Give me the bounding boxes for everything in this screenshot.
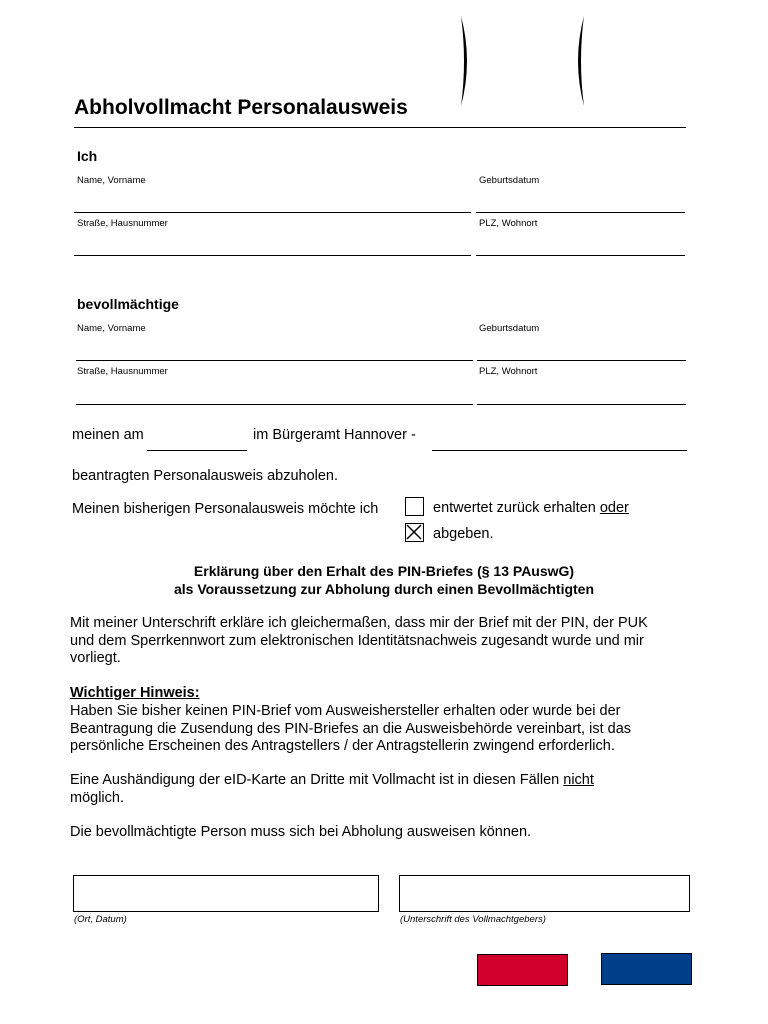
bevoll-street-label: Straße, Hausnummer [77, 366, 168, 377]
bevoll-city-label: PLZ, Wohnort [479, 366, 538, 377]
ich-city-label: PLZ, Wohnort [479, 218, 538, 229]
option-return-suffix: oder [599, 500, 629, 516]
ich-name-label: Name, Vorname [77, 175, 146, 186]
handover-emph: nicht [563, 772, 594, 788]
checkbox-return[interactable] [405, 497, 424, 516]
option-return-text: entwertet zurück erhalten [433, 500, 596, 516]
ich-street-label: Straße, Hausnummer [77, 218, 168, 229]
bevoll-name-label: Name, Vorname [77, 323, 146, 334]
bevoll-birth-label: Geburtsdatum [479, 323, 540, 334]
option-surrender-label: abgeben. [433, 526, 494, 542]
date-field[interactable] [147, 450, 247, 451]
handover-paragraph [70, 772, 700, 807]
option-return-label [433, 500, 629, 516]
check-x-icon [406, 524, 422, 540]
ich-birth-field[interactable] [476, 212, 685, 213]
signature-box[interactable] [399, 875, 690, 912]
sentence-part1: meinen am [72, 427, 144, 443]
identify-paragraph: Die bevollmächtigte Person muss sich bei Abholung ausweisen können. [70, 824, 532, 840]
logo-arc-right [570, 14, 590, 108]
declaration-heading-1: Erklärung über den Erhalt des PIN-Briefes (§ 13 PAuswG) [193, 563, 575, 579]
handover-after: möglich. [70, 789, 124, 806]
ich-birth-label: Geburtsdatum [479, 175, 540, 186]
checkbox-surrender[interactable] [405, 523, 424, 542]
sentence-part3: beantragten Personalausweis abzuholen. [72, 468, 339, 484]
place-date-caption: (Ort, Datum) [74, 914, 127, 925]
section-bevoll-heading: bevollmächtige [77, 296, 179, 312]
bevoll-birth-field[interactable] [477, 360, 686, 361]
logo-arc-left [455, 14, 475, 108]
bevoll-street-field[interactable] [76, 404, 473, 405]
bevoll-name-field[interactable] [76, 360, 473, 361]
sentence-part2: im Bürgeramt Hannover - [253, 427, 416, 443]
section-ich-heading: Ich [77, 148, 98, 164]
ich-street-field[interactable] [74, 255, 471, 256]
office-field[interactable] [432, 450, 687, 451]
red-button[interactable] [477, 954, 568, 986]
ich-city-field[interactable] [476, 255, 685, 256]
notice-heading-text: Wichtiger Hinweis: [70, 685, 200, 701]
notice-heading [70, 685, 200, 701]
signature-caption: (Unterschrift des Vollmachtgebers) [400, 914, 546, 925]
choice-intro: Meinen bisherigen Personalausweis möchte ich [72, 501, 379, 517]
page-title: Abholvollmacht Personalausweis [74, 96, 408, 119]
declaration-heading-2: als Voraussetzung zur Abholung durch einen Bevollmächtigten [173, 581, 595, 597]
blue-button[interactable] [601, 953, 692, 985]
place-date-box[interactable] [73, 875, 379, 912]
handover-before: Eine Aushändigung der eID-Karte an Dritte mit Vollmacht ist in diesen Fällen [70, 772, 564, 788]
declaration-paragraph: Mit meiner Unterschrift erkläre ich gleichermaßen, dass mir der Brief mit der PIN, der PUK und dem Sperrkennwort zum elektronischen Identitätsnachweis zugesandt wurde und mir vorliegt. [70, 615, 648, 666]
title-rule [74, 127, 686, 128]
ich-name-field[interactable] [74, 212, 471, 213]
bevoll-city-field[interactable] [477, 404, 686, 405]
notice-paragraph: Haben Sie bisher keinen PIN-Brief vom Ausweishersteller erhalten oder wurde bei der Beantragung die Zusendung des PIN-Briefes an die Ausweisbehörde vereinbart, ist das persönliche Erscheinen des Antragstellers / der Antragstellerin zwingend erforderlich. [70, 703, 632, 754]
